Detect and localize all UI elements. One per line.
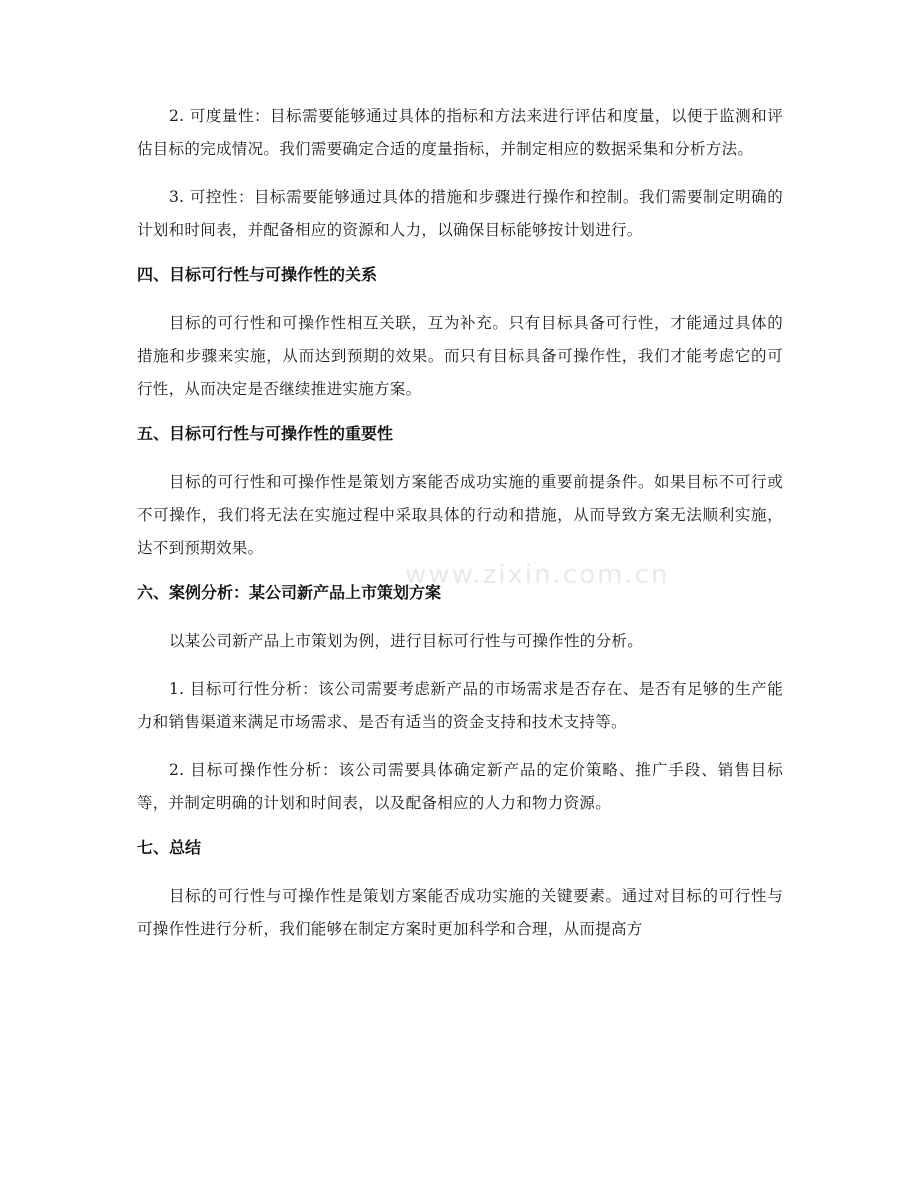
document-body: [137, 100, 783, 946]
paragraph-case-intro: 以某公司新产品上市策划为例，进行目标可行性与可操作性的分析。: [169, 632, 644, 650]
paragraph-measurability: 2. 可度量性：目标需要能够通过具体的指标和方法来进行评估和度量，以便于监测和评估目标的完成情况。我们需要确定合适的度量指标，并制定相应的数据采集和分析方法。: [137, 107, 783, 158]
paragraph-case-operability: 2. 目标可操作性分析：该公司需要具体确定新产品的定价策略、推广手段、销售目标等，并制定明确的计划和时间表，以及配备相应的人力和物力资源。: [137, 761, 783, 812]
heading-section-5: 五、目标可行性与可操作性的重要性: [137, 424, 394, 443]
paragraph-case-feasibility: 1. 目标可行性分析：该公司需要考虑新产品的市场需求是否存在、是否有足够的生产能力和销售渠道来满足市场需求、是否有适当的资金支持和技术支持等。: [137, 680, 783, 731]
heading-section-6: 六、案例分析：某公司新产品上市策划方案: [137, 583, 442, 602]
paragraph-controllability: 3. 可控性：目标需要能够通过具体的措施和步骤进行操作和控制。我们需要制定明确的计划和时间表，并配备相应的资源和人力，以确保目标能够按计划进行。: [137, 188, 783, 239]
paragraph-summary: 目标的可行性与可操作性是策划方案能否成功实施的关键要素。通过对目标的可行性与可操作性进行分析，我们能够在制定方案时更加科学和合理，从而提高方: [137, 887, 783, 938]
paragraph-relationship: 目标的可行性和可操作性相互关联，互为补充。只有目标具备可行性，才能通过具体的措施和步骤来实施，从而达到预期的效果。而只有目标具备可操作性，我们才能考虑它的可行性，从而决定是否继续推进实施方案。: [137, 314, 783, 398]
paragraph-importance: 目标的可行性和可操作性是策划方案能否成功实施的重要前提条件。如果目标不可行或不可操作，我们将无法在实施过程中采取具体的行动和措施，从而导致方案无法顺利实施，达不到预期效果。: [137, 473, 783, 557]
heading-section-7: 七、总结: [137, 838, 202, 857]
watermark: www.zixin.com.cn: [405, 560, 670, 590]
heading-section-4: 四、目标可行性与可操作性的关系: [137, 265, 378, 284]
